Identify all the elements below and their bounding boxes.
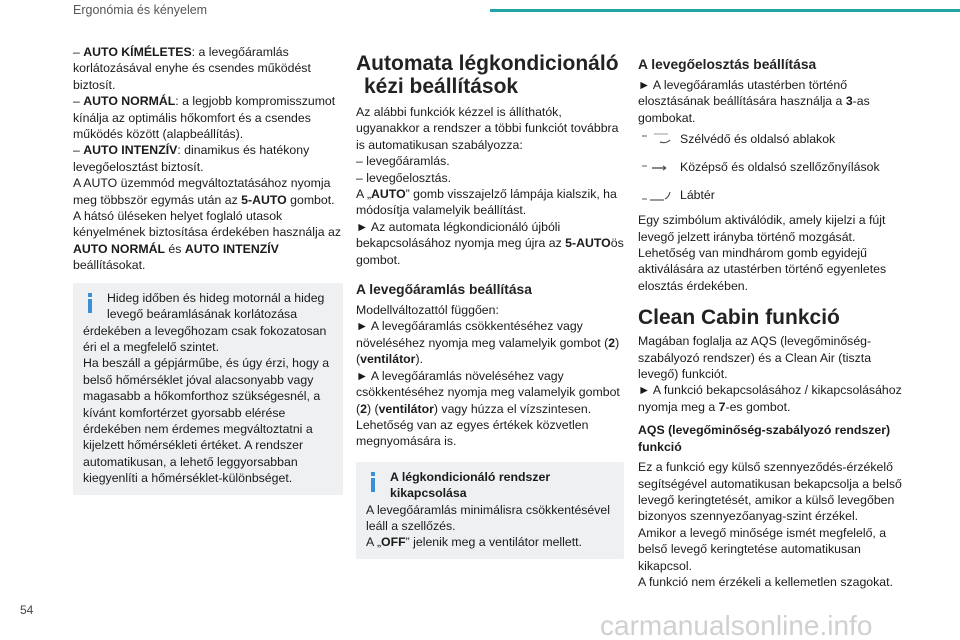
decrease-flow-text: ► A levegőáramlás csökkentéséhez vagy növeléséhez nyomja meg valamelyik gombot (2) (ventilátor).: [356, 319, 620, 367]
distribution-text: ► A levegőáramlás utastérben történő elosztásának beállítására használja a 3-as gombokat.: [638, 78, 870, 125]
info-heading: A légkondicionáló rendszer: [390, 469, 551, 484]
rear-passenger-text: A hátsó üléseken helyet foglaló utasok kényelmének biztosítása érdekében használja az AUTO NORMÁL és AUTO INTENZÍV beállításokat.: [73, 209, 341, 273]
column-middle: [356, 52, 624, 559]
info-line: Hideg időben és hideg motornál a hideg: [107, 290, 325, 305]
direct-press-text: Lehetőség van az egyes értékek közvetlen megnyomására is.: [356, 417, 589, 449]
list-item: – levegőáramlás.: [356, 154, 450, 169]
aqs-text: Amikor a levegő minősége ismét megfelelő, a belső levegő keringtetése automatikusan kikapcsol.: [638, 525, 887, 573]
model-text: Modellváltozattól függően:: [356, 303, 499, 318]
auto-lamp-text: A „AUTO” gomb visszajelző lámpája kialszik, ha módosítja valamelyik beállítást.: [356, 187, 617, 218]
mode-label: Középső és oldalsó szellőzőnyílások: [680, 160, 880, 175]
info-text: Ha beszáll a gépjárműbe, és úgy érzi, hogy a belső hőmérséklet jóval alacsonyabb vagy magasabb a hőkomforthoz szükségesnél, a kívánt komfortérzet gyorsabb elérése érdekében nem érdemes megváltoztatni a kijelzett hőmérsékleti értéket. A rendszer automatikusan, a lehető leggyorsabban kiegyenlíti a hőmérséklet-különbséget.: [83, 356, 330, 486]
three-buttons-text: Lehetőség van mindhárom gomb egyidejű aktiválására az utastérben történő egyenletes elosztás érdekében.: [638, 246, 887, 293]
ac-off-info-box: [356, 462, 624, 559]
clean-cabin-button-text: ► A funkció bekapcsolásához / kikapcsolásához nyomja meg a 7-es gombot.: [638, 383, 902, 414]
column-right: [638, 52, 903, 590]
cold-weather-info-box: [73, 283, 343, 495]
mode-label: Lábtér: [680, 188, 715, 203]
list-item: – levegőelosztás.: [356, 170, 452, 185]
mode-row-vents: [638, 156, 903, 178]
mode-label: Szélvédő és oldalsó ablakok: [680, 132, 836, 147]
manual-settings-heading: Automata légkondicionáló kézi beállítások: [356, 52, 619, 98]
column-left: [73, 44, 343, 495]
clean-cabin-text: Magában foglalja az AQS (levegőminőség-szabályozó rendszer) és a Clean Air (tiszta levegő) funkciót.: [638, 334, 872, 382]
clean-cabin-heading: Clean Cabin funkció: [638, 306, 840, 330]
mode-row-footwell: [638, 184, 903, 206]
intro-text: Az alábbi funkciók kézzel is állíthatók, ugyanakkor a rendszer a többi funkciót továbbra is automatikusan szabályozza:: [356, 105, 619, 152]
watermark: carmanualsonline.info: [600, 610, 873, 640]
auto-normal-item: – AUTO NORMÁL: a legjobb kompromisszumot kínálja az optimális hőkomfort és a csendes működés között (alapbeállítás).: [73, 94, 336, 142]
increase-flow-text: ► A levegőáramlás növeléséhez vagy csökkentéséhez nyomja meg valamelyik gombot (2) (ventilátor) vagy húzza el vízszintesen.: [356, 368, 620, 416]
mode-row-windscreen: [638, 128, 903, 150]
auto-mode-change-text: A AUTO üzemmód megváltoztatásához nyomja meg többször egymás után az 5-AUTO gombot.: [73, 176, 335, 207]
info-text: A „OFF” jelenik meg a ventilátor mellett.: [366, 535, 582, 550]
info-icon: [88, 293, 92, 313]
aqs-text: A funkció nem érzékeli a kellemetlen szagokat.: [638, 574, 893, 589]
footwell-mode-icon: [638, 184, 676, 206]
windscreen-mode-icon: [638, 128, 676, 150]
info-heading: kikapcsolása: [390, 486, 467, 501]
auto-soft-item: – AUTO KÍMÉLETES: a levegőáramlás korlátozásával enyhe és csendes működést biztosít.: [73, 45, 311, 92]
aqs-text: Ez a funkció egy külső szennyeződés-érzékelő segítségével automatikusan bekapcsolja a belső levegő keringtetését, amikor a külső levegőben bizonyos szennyezőanyag-szint érzékel.: [638, 460, 902, 524]
aqs-heading: AQS (levegőminőség-szabályozó rendszer) funkció: [638, 423, 891, 454]
air-flow-heading: A levegőáramlás beállítása: [356, 282, 532, 298]
auto-intense-item: – AUTO INTENZÍV: dinamikus és hatékony levegőelosztást biztosít.: [73, 143, 310, 174]
info-icon: [371, 472, 375, 492]
vents-mode-icon: [638, 156, 676, 178]
section-title: Ergonómia és kényelem: [73, 3, 208, 17]
info-text: A levegőáramlás minimálisra csökkentésével leáll a szellőzés.: [366, 502, 610, 533]
page-number: 54: [20, 603, 34, 617]
info-text: érdekében a levegőhozam csak fokozatosan éri el a megfelelő szintet.: [83, 323, 327, 354]
header-accent-bar: [490, 9, 960, 12]
symbol-text: Egy szimbólum aktiválódik, amely kijelzi a fújt levegő jelzett irányba történő mozgását.: [638, 213, 886, 244]
reauto-text: ► Az automata légkondicionáló újbóli bekapcsolásához nyomja meg újra az 5-AUTOös gombot.: [356, 219, 624, 267]
info-line: levegő beáramlásának korlátozása: [107, 307, 298, 322]
air-distribution-heading: A levegőelosztás beállítása: [638, 57, 817, 72]
